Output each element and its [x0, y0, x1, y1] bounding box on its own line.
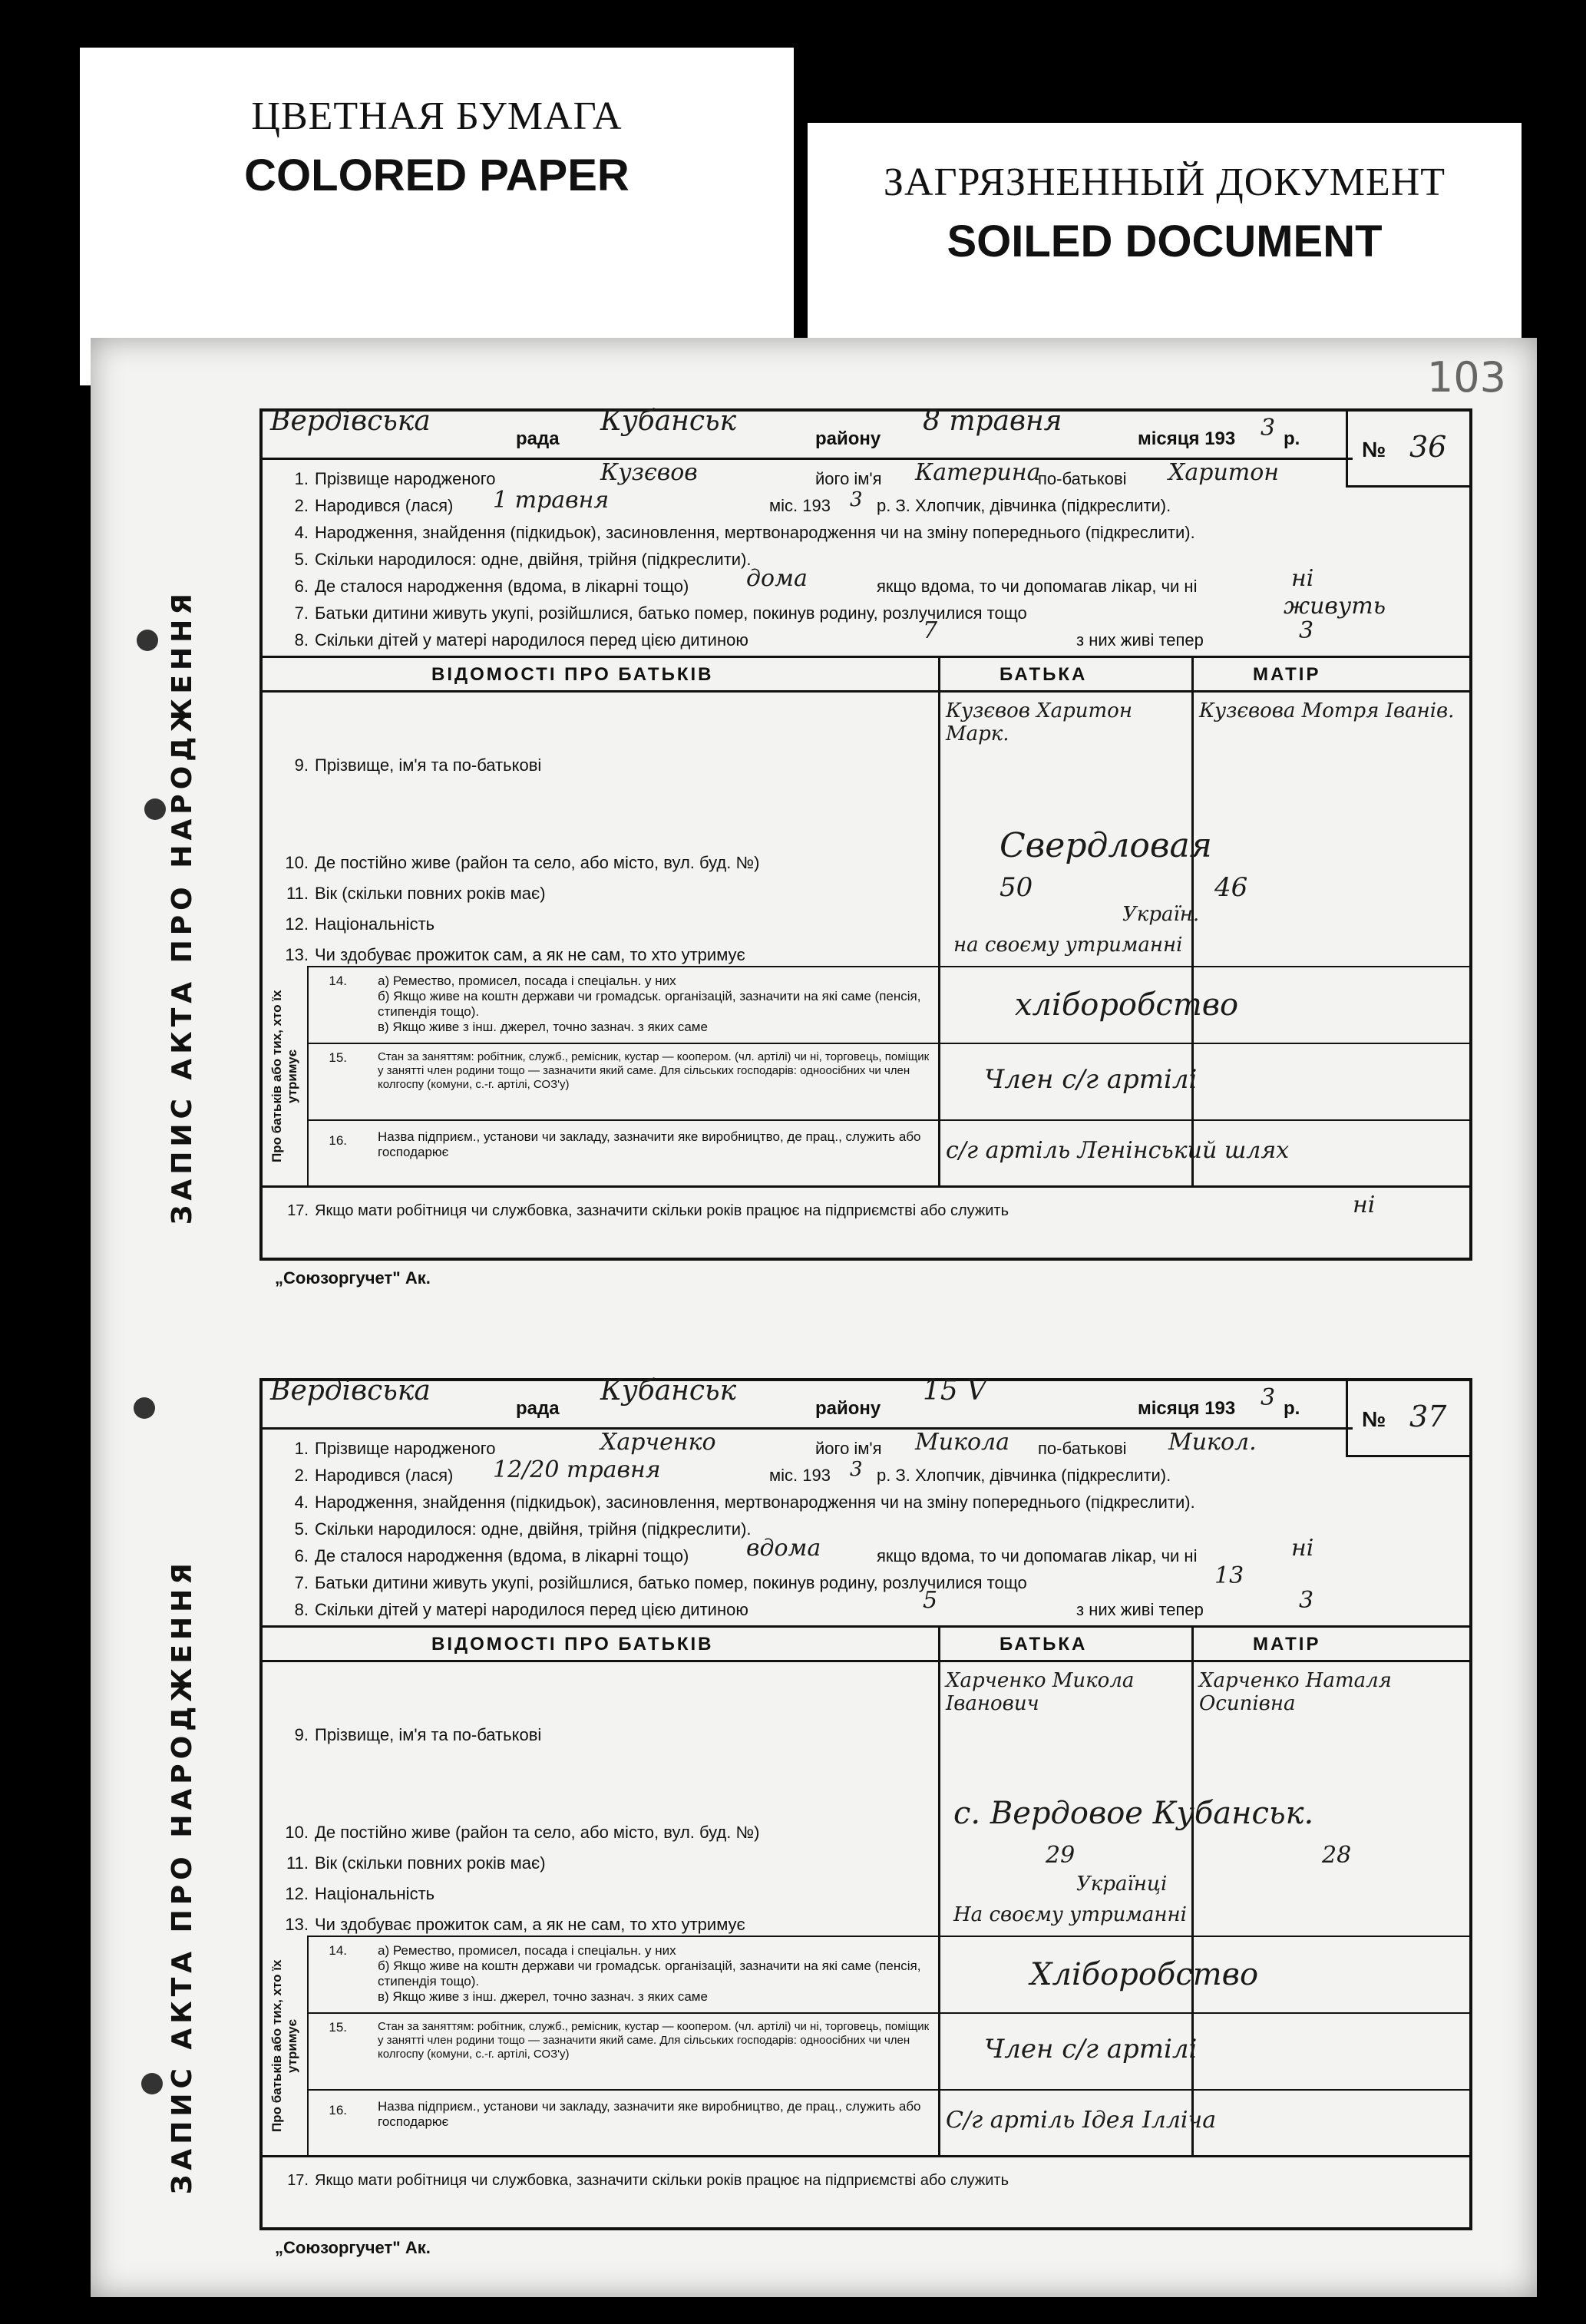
rada-value: Вердівська — [270, 1375, 431, 1407]
residence-value: с. Вердовое Кубанськ. — [953, 1796, 1314, 1831]
year-suffix: р. — [1284, 1398, 1300, 1419]
divider — [1191, 1625, 1194, 2155]
divider — [307, 2089, 1472, 2091]
birth-record-1 — [166, 405, 1472, 1261]
year-suffix: р. — [1284, 428, 1300, 449]
surname-value: Кузєвов — [600, 459, 698, 486]
date-value: 15 V — [923, 1375, 987, 1407]
born-month-label: міс. 193 — [769, 1466, 831, 1485]
children-before-value: 7 — [923, 617, 938, 644]
row-13: 13. Чи здобуває прожиток сам, а як не сам, то хто утримує — [285, 945, 745, 964]
mother-column-label: МАТІР — [1253, 664, 1321, 685]
record-header — [263, 405, 1353, 460]
row-1: 1. Прізвище народженого — [294, 1439, 496, 1458]
printer-mark: „Союзоргучет" Ак. — [275, 1268, 431, 1288]
row-16-text: Назва підприєм., установи чи закладу, зазначити яке виробництво, де прац., служить або господарює — [378, 2099, 921, 2129]
patronymic-label: по-батькові — [1038, 469, 1127, 488]
name-label: його ім'я — [815, 469, 882, 488]
divider — [307, 1043, 1472, 1044]
row-14-text: а) Ремество, промисел, посада і спеціальн. у них б) Якщо живе на коштн держави чи громадськ. організацій, зазначити на які саме (пенсія, стипендія тощо). в) Якщо живе з інш. джерел, точно зазнач. з яких саме — [378, 1943, 921, 2004]
born-value: 12/20 травня — [493, 1456, 661, 1483]
living-value: живуть — [1284, 593, 1386, 620]
name-value: Катерина — [915, 459, 1041, 486]
row-15: 15. — [329, 2020, 347, 2035]
workplace-value: с/г артіль Ленінський шлях — [946, 1137, 1290, 1164]
doctor-label: якщо вдома, то чи допомагав лікар, чи ні — [877, 1546, 1198, 1565]
row-2: 2. Народився (лася) — [294, 496, 454, 515]
record-number-box — [1346, 1381, 1469, 1457]
nationality-value: Українці — [1076, 1873, 1168, 1896]
rada-label: рада — [516, 1398, 560, 1419]
father-age-value: 29 — [1046, 1842, 1076, 1869]
archive-number: 103 — [1426, 353, 1506, 402]
row-10: 10. Де постійно живе (район та село, або місто, вул. буд. №) — [285, 1823, 760, 1842]
month-label: місяця 193 — [1138, 428, 1236, 449]
patronymic-label: по-батькові — [1038, 1439, 1127, 1458]
sex-label: р. З. Хлопчик, дівчинка (підкреслити). — [877, 1466, 1171, 1485]
soiled-doc-ru: ЗАГРЯЗНЕННЫЙ ДОКУМЕНТ — [883, 160, 1446, 204]
divider — [307, 966, 1472, 967]
father-name-value: Харченко Микола Іванович — [946, 1669, 1135, 1715]
row-5: 5. Скільки народилося: одне, двійня, трійня (підкреслити). — [294, 550, 752, 569]
sub-spine: Про батьків або тих, хто їх утримує — [263, 1937, 309, 2155]
row-15-text: Стан за заняттям: робітник, служб., ремісник, кустар — коопером. (чл. артілі) чи ні, торговець, поміщик у занятті член родини тощо — зазначити який саме. Для сільських господарів: одноосібних чи член колгоспу (комуни, с.-г. артілі, СОЗ'у) — [378, 1050, 930, 1091]
date-value: 8 травня — [923, 405, 1062, 437]
sex-label: р. З. Хлопчик, дівчинка (підкреслити). — [877, 496, 1171, 515]
row-16-text: Назва підприєм., установи чи закладу, зазначити яке виробництво, де прац., служить або господарює — [378, 1129, 921, 1159]
divider — [263, 2155, 1472, 2157]
divider — [938, 656, 940, 1185]
birth-record-2 — [166, 1375, 1472, 2230]
alive-label: з них живі тепер — [1076, 1600, 1204, 1619]
colored-paper-label — [80, 48, 794, 385]
row-13: 13. Чи здобуває прожиток сам, а як не сам, то хто утримує — [285, 1915, 745, 1934]
rada-value: Вердівська — [270, 405, 431, 437]
row-1: 1. Прізвище народженого — [294, 469, 496, 488]
patronymic-value: Микол. — [1168, 1429, 1257, 1456]
father-age-value: 50 — [1000, 872, 1033, 903]
mother-age-value: 46 — [1214, 872, 1248, 903]
row-11: 11. Вік (скільки повних років має) — [286, 1853, 546, 1873]
number-label: № — [1362, 1407, 1386, 1431]
row-6: 6. Де сталося народження (вдома, в лікарні тощо) — [294, 577, 689, 596]
mother-age-value: 28 — [1322, 1842, 1352, 1869]
punch-hole — [134, 1397, 155, 1419]
row-12: 12. Національність — [285, 1884, 435, 1903]
row-15: 15. — [329, 1050, 347, 1065]
alive-label: з них живі тепер — [1076, 630, 1204, 650]
row-6: 6. Де сталося народження (вдома, в лікарні тощо) — [294, 1546, 689, 1565]
row-7: 7. Батьки дитини живуть укупі, розійшлися, батько помер, покинув родину, розлучилися тощо — [294, 1573, 1027, 1592]
parents-header: ВІДОМОСТІ ПРО БАТЬКІВ БАТЬКА МАТІР — [263, 656, 1469, 693]
record-number: 37 — [1409, 1400, 1447, 1433]
raion-value: Кубанськ — [600, 1375, 737, 1407]
record-number: 36 — [1409, 430, 1447, 464]
name-value: Микола — [915, 1429, 1010, 1456]
born-year-digit: 3 — [850, 488, 863, 511]
row-14: 14. — [329, 974, 347, 988]
colored-paper-en: COLORED PAPER — [244, 150, 629, 200]
status-value: Член с/г артілі — [984, 1064, 1198, 1095]
row-8: 8. Скільки дітей у матері народилося перед цією дитиною — [294, 630, 748, 650]
row-5: 5. Скільки народилося: одне, двійня, трійня (підкреслити). — [294, 1519, 752, 1539]
doctor-label: якщо вдома, то чи допомагав лікар, чи ні — [877, 577, 1198, 596]
soiled-document-label — [808, 123, 1522, 353]
workplace-value: С/г артіль Ідея Ілліча — [946, 2107, 1217, 2134]
doctor-value: ні — [1291, 1535, 1314, 1562]
doctor-value: ні — [1291, 565, 1314, 592]
raion-label: району — [815, 428, 881, 449]
raion-value: Кубанськ — [600, 405, 737, 437]
mother-work-value: ні — [1353, 1192, 1376, 1218]
document-page — [91, 338, 1537, 2297]
residence-value: Свердловая — [1000, 826, 1212, 865]
soiled-doc-en: SOILED DOCUMENT — [947, 217, 1383, 266]
row-11: 11. Вік (скільки повних років має) — [286, 884, 546, 903]
born-value: 1 травня — [493, 487, 610, 514]
mother-name-value: Кузєвова Мотря Іванів. — [1199, 699, 1455, 722]
form-spine-title: ЗАПИС АКТА ПРО НАРОДЖЕННЯ — [166, 1558, 198, 2195]
mother-column-label: МАТІР — [1253, 1634, 1321, 1655]
livelihood-value: На своєму утриманні — [953, 1903, 1188, 1926]
form-spine-title: ЗАПИС АКТА ПРО НАРОДЖЕННЯ — [166, 588, 198, 1225]
born-year-digit: 3 — [850, 1458, 863, 1481]
row-16: 16. — [329, 1133, 347, 1148]
record-header — [263, 1375, 1353, 1430]
row-16: 16. — [329, 2103, 347, 2117]
divider — [263, 1185, 1472, 1188]
row-9: 9. Прізвище, ім'я та по-батькові — [294, 755, 542, 775]
year-digit: 3 — [1261, 1384, 1276, 1411]
row-10: 10. Де постійно живе (район та село, або місто, вул. буд. №) — [285, 853, 760, 872]
rada-label: рада — [516, 428, 560, 449]
occupation-value: хліборобство — [1015, 987, 1239, 1023]
row-7: 7. Батьки дитини живуть укупі, розійшлися, батько помер, покинув родину, розлучилися тощо — [294, 603, 1027, 623]
row-17: 17. Якщо мати робітниця чи службовка, зазначити скільки років працює на підприємстві або служить — [287, 1202, 1009, 1219]
raion-label: району — [815, 1398, 881, 1419]
alive-value: 3 — [1299, 1587, 1314, 1614]
row-14-text: а) Ремество, промисел, посада і спеціальн. у них б) Якщо живе на коштн держави чи громадськ. організацій, зазначити на які саме (пенсія, стипендія тощо). в) Якщо живе з інш. джерел, точно зазнач. з яких саме — [378, 974, 921, 1034]
divider — [307, 1119, 1472, 1121]
row-17: 17. Якщо мати робітниця чи службовка, зазначити скільки років працює на підприємстві або служить — [287, 2172, 1009, 2189]
nationality-value: Україн. — [1122, 903, 1200, 926]
sub-spine: Про батьків або тих, хто їх утримує — [263, 967, 309, 1185]
father-column-label: БАТЬКА — [1000, 664, 1088, 685]
colored-paper-ru: ЦВЕТНАЯ БУМАГА — [251, 94, 623, 138]
printer-mark: „Союзоргучет" Ак. — [275, 2238, 431, 2257]
divider — [307, 2012, 1472, 2014]
parents-header: ВІДОМОСТІ ПРО БАТЬКІВ БАТЬКА МАТІР — [263, 1625, 1469, 1662]
row-4: 4. Народження, знайдення (підкидьок), засиновлення, мертвонародження чи на зміну попереднього (підкреслити). — [294, 1493, 1195, 1512]
row-12: 12. Національність — [285, 914, 435, 934]
number-label: № — [1362, 438, 1386, 461]
row-14: 14. — [329, 1943, 347, 1958]
born-month-label: міс. 193 — [769, 496, 831, 515]
row-2: 2. Народився (лася) — [294, 1466, 454, 1485]
row-15-text: Стан за заняттям: робітник, служб., ремісник, кустар — коопером. (чл. артілі) чи ні, торговець, поміщик у занятті член родини тощо — зазначити який саме. Для сільських господарів: одноосібних чи член колгоспу (комуни, с.-г. артілі, СОЗ'у) — [378, 2020, 930, 2061]
living-value: 13 — [1214, 1562, 1244, 1589]
livelihood-value: на своєму утриманні — [953, 934, 1183, 957]
surname-value: Харченко — [600, 1429, 716, 1456]
month-label: місяця 193 — [1138, 1398, 1236, 1419]
year-digit: 3 — [1261, 415, 1276, 441]
divider — [307, 1936, 1472, 1937]
patronymic-value: Харитон — [1168, 459, 1280, 486]
place-value: дома — [746, 565, 808, 592]
children-before-value: 5 — [923, 1587, 938, 1614]
name-label: його ім'я — [815, 1439, 882, 1458]
row-9: 9. Прізвище, ім'я та по-батькові — [294, 1725, 542, 1744]
father-column-label: БАТЬКА — [1000, 1634, 1088, 1655]
row-8: 8. Скільки дітей у матері народилося перед цією дитиною — [294, 1600, 748, 1619]
status-value: Член с/г артілі — [984, 2034, 1198, 2064]
place-value: вдома — [746, 1535, 821, 1562]
father-name-value: Кузєвов Харитон Марк. — [946, 699, 1132, 745]
divider — [938, 1625, 940, 2155]
alive-value: 3 — [1299, 617, 1314, 644]
record-number-box — [1346, 412, 1469, 488]
mother-name-value: Харченко Наталя Осипівна — [1199, 1669, 1392, 1715]
row-4: 4. Народження, знайдення (підкидьок), засиновлення, мертвонародження чи на зміну попереднього (підкреслити). — [294, 523, 1195, 542]
occupation-value: Хліборобство — [1030, 1957, 1259, 1992]
